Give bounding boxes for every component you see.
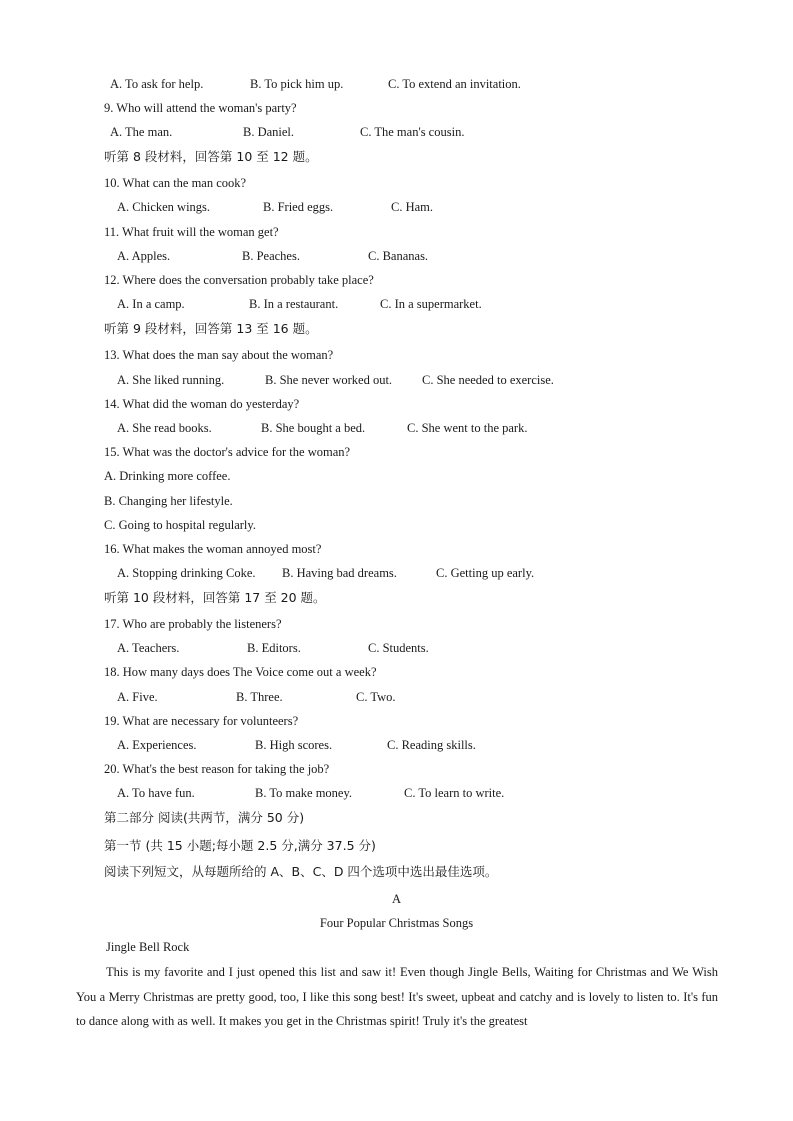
q8-option-c: C. To extend an invitation.	[388, 77, 521, 91]
q17-stem: 17. Who are probably the listeners?	[104, 617, 282, 631]
q18-stem: 18. How many days does The Voice come out a week?	[104, 665, 377, 679]
q10-option-a: A. Chicken wings.	[117, 200, 211, 214]
q15-stem: 15. What was the doctor's advice for the woman?	[104, 445, 351, 459]
q12-stem: 12. Where does the conversation probably take place?	[104, 273, 374, 287]
q10-option-c: C. Ham.	[391, 200, 434, 214]
q20-option-a: A. To have fun.	[117, 786, 195, 800]
q11-option-a: A. Apples.	[117, 249, 171, 263]
q15-option-a: A. Drinking more coffee.	[104, 469, 231, 483]
song-title-jingle-bell-rock: Jingle Bell Rock	[106, 940, 190, 954]
q16-option-b: B. Having bad dreams.	[282, 566, 397, 580]
section-8-heading: 听第 8 段材料，回答第 10 至 12 题。	[104, 149, 318, 164]
q19-stem: 19. What are necessary for volunteers?	[104, 714, 299, 728]
q17-option-b: B. Editors.	[247, 641, 301, 655]
q15-option-b: B. Changing her lifestyle.	[104, 494, 233, 508]
q20-option-b: B. To make money.	[255, 786, 353, 800]
q9-option-b: B. Daniel.	[243, 125, 295, 139]
q15-option-c: C. Going to hospital regularly.	[104, 518, 256, 532]
q13-option-c: C. She needed to exercise.	[422, 373, 554, 387]
q14-option-c: C. She went to the park.	[407, 421, 528, 435]
q19-option-c: C. Reading skills.	[387, 738, 476, 752]
q18-option-b: B. Three.	[236, 690, 283, 704]
q16-stem: 16. What makes the woman annoyed most?	[104, 542, 322, 556]
section-10-heading: 听第 10 段材料，回答第 17 至 20 题。	[104, 590, 326, 605]
q9-option-a: A. The man.	[110, 125, 173, 139]
q10-option-b: B. Fried eggs.	[263, 200, 334, 214]
section-9-heading: 听第 9 段材料，回答第 13 至 16 题。	[104, 321, 318, 336]
q13-option-a: A. She liked running.	[117, 373, 225, 387]
q18-option-a: A. Five.	[117, 690, 158, 704]
q16-option-c: C. Getting up early.	[436, 566, 535, 580]
passage-title: Four Popular Christmas Songs	[319, 916, 474, 930]
q14-option-a: A. She read books.	[117, 421, 212, 435]
q19-option-a: A. Experiences.	[117, 738, 197, 752]
q11-stem: 11. What fruit will the woman get?	[104, 225, 279, 239]
q14-stem: 14. What did the woman do yesterday?	[104, 397, 300, 411]
part-2-heading: 第二部分 阅读(共两节，满分 50 分)	[104, 810, 305, 825]
q14-option-b: B. She bought a bed.	[261, 421, 366, 435]
q8-option-b: B. To pick him up.	[250, 77, 344, 91]
song-paragraph: This is my favorite and I just opened this list and saw it! Even though Jingle Bells, Waiting for Christmas and We Wish You a Merry Christmas are pretty good, too, I like this song best! It's sweet, upbeat and catchy and is lovely to listen to. It's fun to dance along with as well. It makes you get in the Christmas spirit! Truly it's the greatest	[76, 965, 718, 1028]
q10-stem: 10. What can the man cook?	[104, 176, 247, 190]
q19-option-b: B. High scores.	[255, 738, 333, 752]
q13-stem: 13. What does the man say about the woman?	[104, 348, 334, 362]
q8-option-a: A. To ask for help.	[110, 77, 204, 91]
q13-option-b: B. She never worked out.	[265, 373, 393, 387]
q16-option-a: A. Stopping drinking Coke.	[117, 566, 256, 580]
q20-option-c: C. To learn to write.	[404, 786, 505, 800]
q9-stem: 9. Who will attend the woman's party?	[104, 101, 297, 115]
q12-option-c: C. In a supermarket.	[380, 297, 482, 311]
q12-option-b: B. In a restaurant.	[249, 297, 339, 311]
q12-option-a: A. In a camp.	[117, 297, 185, 311]
q20-stem: 20. What's the best reason for taking the job?	[104, 762, 330, 776]
reading-instruction: 阅读下列短文，从每题所给的 A、B、C、D 四个选项中选出最佳选项。	[104, 864, 498, 879]
q17-option-c: C. Students.	[368, 641, 429, 655]
q11-option-c: C. Bananas.	[368, 249, 429, 263]
section-1-heading: 第一节 (共 15 小题;每小题 2.5 分,满分 37.5 分)	[104, 838, 376, 853]
q17-option-a: A. Teachers.	[117, 641, 180, 655]
q9-option-c: C. The man's cousin.	[360, 125, 465, 139]
q11-option-b: B. Peaches.	[242, 249, 300, 263]
passage-letter: A	[391, 892, 402, 906]
q18-option-c: C. Two.	[356, 690, 396, 704]
